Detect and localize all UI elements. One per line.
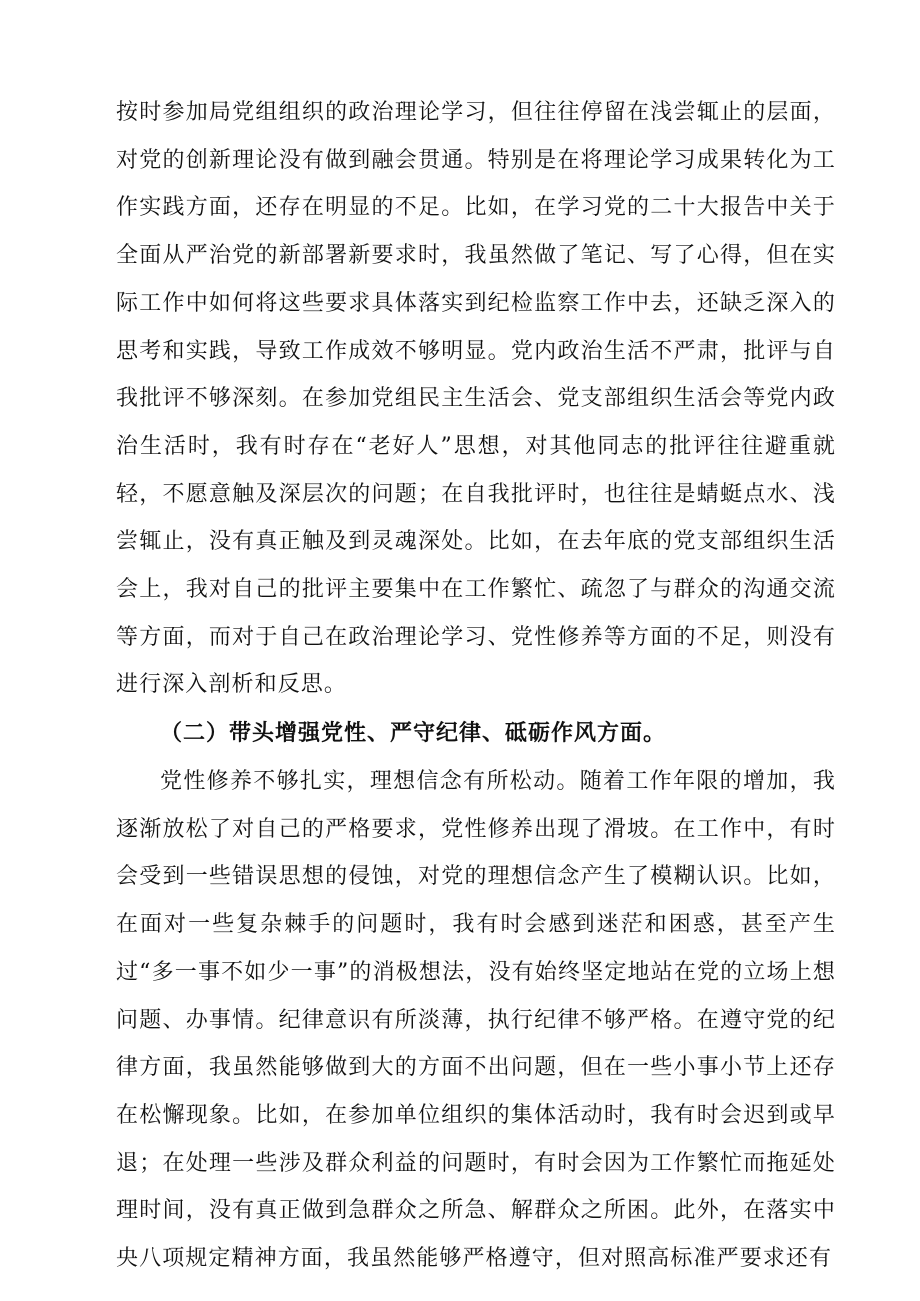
section-heading: （二）带头增强党性、严守纪律、砥砺作风方面。: [160, 721, 667, 746]
body-paragraph-1: 按时参加局党组组织的政治理论学习，但往往停留在浅尝辄止的层面，对党的创新理论没有做到融会贯通。特别是在将理论学习成果转化为工作实践方面，还存在明显的不足。比如，在学习党的二十大报告中关于全面从严治党的新部署新要求时，我虽然做了笔记、写了心得，但在实际工作中如何将这些要求具体落实到纪检监察工作中去，还缺乏深入的思考和实践，导致工作成效不够明显。党内政治生活不严肃，批评与自我批评不够深刻。在参加党组民主生活会、党支部组织生活会等党内政治生活时，我有时存在“老好人”思想，对其他同志的批评往往避重就轻，不愿意触及深层次的问题；在自我批评时，也往往是蜻蜓点水、浅尝辄止，没有真正触及到灵魂深处。比如，在去年底的党支部组织生活会上，我对自己的批评主要集中在工作繁忙、疏忽了与群众的沟通交流等方面，而对于自己在政治理论学习、党性修养等方面的不足，则没有进行深入剖析和反思。: [116, 100, 836, 698]
body-paragraph-2: 党性修养不够扎实，理想信念有所松动。随着工作年限的增加，我逐渐放松了对自己的严格要求，党性修养出现了滑坡。在工作中，有时会受到一些错误思想的侵蚀，对党的理想信念产生了模糊认识。比如，在面对一些复杂棘手的问题时，我有时会感到迷茫和困惑，甚至产生过“多一事不如少一事”的消极想法，没有始终坚定地站在党的立场上想问题、办事情。纪律意识有所淡薄，执行纪律不够严格。在遵守党的纪律方面，我虽然能够做到大的方面不出问题，但在一些小事小节上还存在松懈现象。比如，在参加单位组织的集体活动时，我有时会迟到或早退；在处理一些涉及群众利益的问题时，有时会因为工作繁忙而拖延处理时间，没有真正做到急群众之所急、解群众之所困。此外，在落实中央八项规定精神方面，我虽然能够严格遵守，但对照高标准严要求还有: [116, 769, 836, 1272]
